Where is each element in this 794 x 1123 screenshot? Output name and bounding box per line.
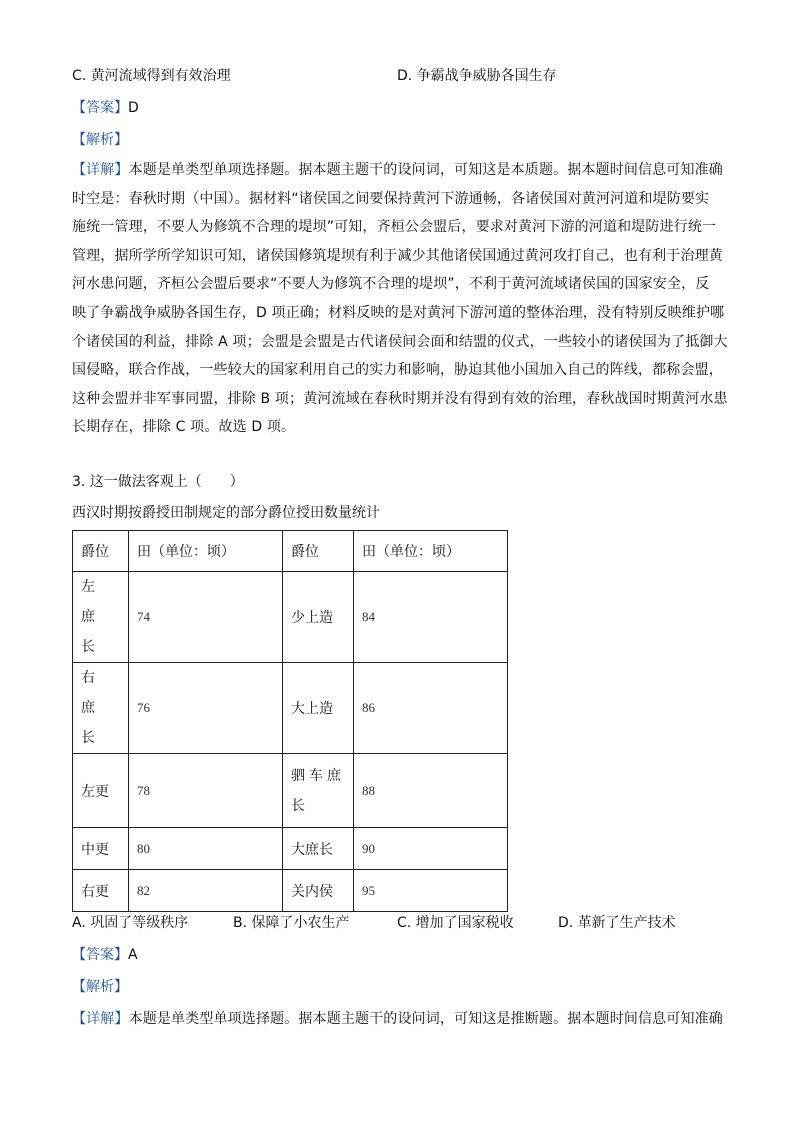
land-cell: 86 [354,663,508,754]
rank-cell: 少上造 [283,572,354,663]
detail-label: 【详解】 [72,162,129,178]
header-land-1: 田（单位：顷） [129,531,283,572]
table-header-row [73,531,508,572]
option-b: B. 保障了小农生产 [233,915,350,931]
detail-line: 映了争霸战争威胁各国生存，D 项正确；材料反映的是对黄河下游河道的整体治理，没有特别反映维护哪 [72,304,725,321]
option-d: D. 革新了生产技术 [558,915,676,931]
detail-line: 个诸侯国的利益，排除 A 项；会盟是会盟是古代诸侯间会面和结盟的仪式，一些较小的诸侯国为了抵御大 [72,333,728,350]
rank-cell: 中更 [73,828,129,870]
land-cell: 74 [129,572,283,663]
detail-paragraph-q2 [72,156,728,442]
header-rank-1: 爵位 [73,531,129,572]
land-cell: 76 [129,663,283,754]
answer-value: D [128,100,139,116]
answer-value: A [128,947,138,963]
analysis-heading: 【解析】 [72,132,128,148]
table-title: 西汉时期按爵授田制规定的部分爵位授田数量统计 [72,505,380,521]
option-c: C. 增加了国家税收 [397,915,514,931]
answer-label: 【答案】 [72,100,128,116]
land-cell: 80 [129,828,283,870]
analysis-label-q3 [72,977,128,997]
answer-label: 【答案】 [72,947,128,963]
land-cell: 78 [129,754,283,828]
land-cell: 90 [354,828,508,870]
rank-cell: 关内侯 [283,870,354,912]
table-row [73,754,508,828]
answer-row-q2 [72,98,139,118]
rank-cell: 右更 [73,870,129,912]
header-rank-2: 爵位 [283,531,354,572]
detail-line: 长期存在，排除 C 项。故选 D 项。 [72,419,296,436]
option-a: A. 巩固了等级秩序 [72,915,189,931]
question-stem-q3: 3. 这一做法客观上（ ） [72,474,244,490]
rank-cell: 驷车庶长 [291,767,345,814]
land-cell: 95 [354,870,508,912]
detail-line: 河水患问题，齐桓公会盟后要求“不要人为修筑不合理的堤坝”，不利于黄河流域诸侯国的国家安全，反 [72,276,710,293]
table-row [73,870,508,912]
land-cell: 82 [129,870,283,912]
detail-line: 施统一管理，不要人为修筑不合理的堤坝”可知，齐桓公会盟后，要求对黄河下游的河道和堤防进行统一 [72,219,717,236]
detail-line: 这种会盟并非军事同盟，排除 B 项；黄河流域在春秋时期并没有得到有效的治理，春秋战国时期黄河水患 [72,390,728,407]
rank-cell: 左庶长 [81,579,105,655]
header-land-2: 田（单位：顷） [354,531,508,572]
detail-line: 时空是：春秋时期（中国）。据材料“诸侯国之间要保持黄河下游通畅，各诸侯国对黄河河道和堤防要实 [72,190,710,207]
option-c-prev: C. 黄河流域得到有效治理 [72,68,231,84]
analysis-label [72,130,128,150]
detail-line: 国侵略，联合作战，一些较大的国家利用自己的实力和影响，胁迫其他小国加入自己的阵线，都称会盟， [72,362,723,379]
rank-cell: 大庶长 [283,828,354,870]
rank-cell: 右庶长 [81,670,105,746]
rank-cell: 大上造 [283,663,354,754]
land-cell: 88 [354,754,508,828]
detail-line: 【详解】本题是单类型单项选择题。据本题主题干的设问词，可知这是本质题。据本题时间信息可知准确 [72,162,723,178]
table-row [73,663,508,754]
detail-label: 【详解】 [72,1011,129,1027]
land-cell: 84 [354,572,508,663]
detail-line-q3: 【详解】本题是单类型单项选择题。据本题主题干的设问词，可知这是推断题。据本题时间信息可知准确 [72,1011,723,1027]
table-row [73,572,508,663]
rank-cell: 左更 [73,754,129,828]
table-row [73,828,508,870]
analysis-heading: 【解析】 [72,979,128,995]
option-d-prev: D. 争霸战争威胁各国生存 [397,68,557,84]
answer-row-q3 [72,945,138,965]
detail-line: 管理，据所学所学知识可知，诸侯国修筑堤坝有利于减少其他诸侯国通过黄河攻打自己，也有利于治理黄 [72,247,723,264]
rank-land-table [72,530,508,912]
